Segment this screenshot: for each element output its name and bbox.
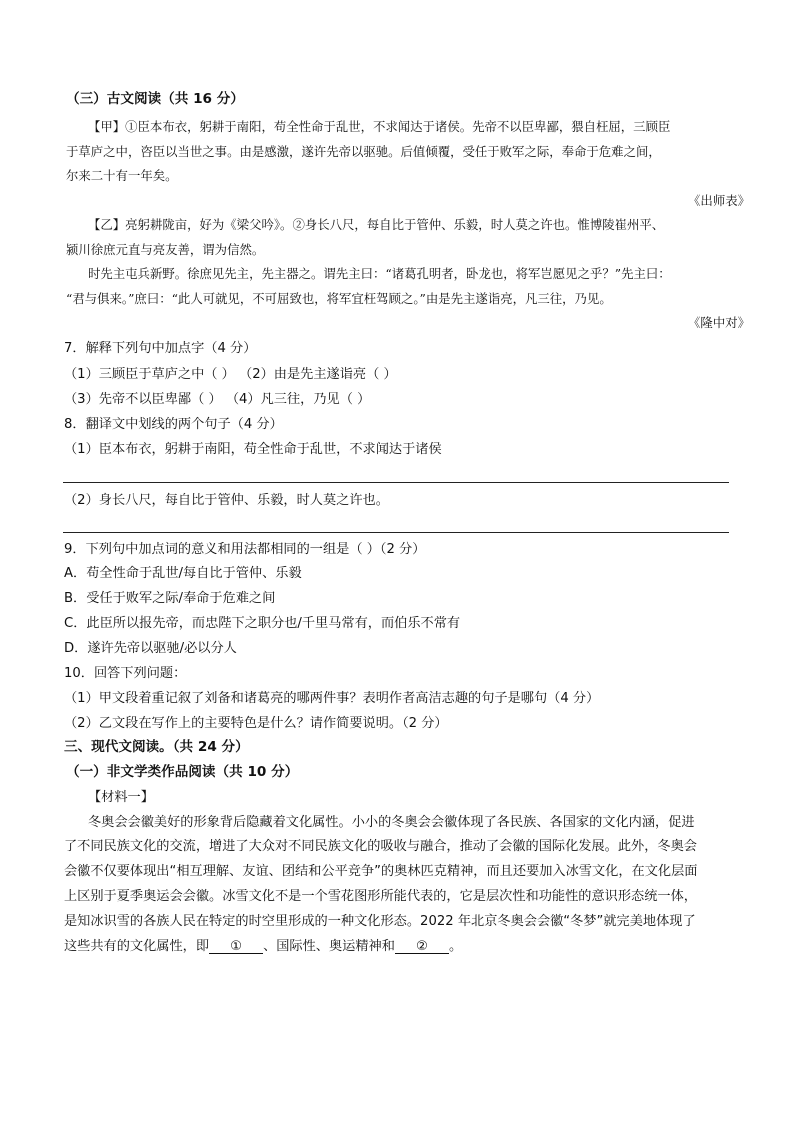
material-line-5: 是知冰识雪的各族人民在特定的时空里形成的一种文化形态。2022 年北京冬奥会会徽“冬梦”就完美地体现了	[64, 914, 696, 929]
q9-option-d: D．遂许先帝以驱驰/必以分人	[64, 641, 237, 656]
subsection-title-nonliterary: （一）非文学类作品阅读（共 10 分）	[66, 764, 299, 780]
q10-stem: 10．回答下列问题：	[64, 666, 187, 681]
fill-blank-1[interactable]: ①	[209, 940, 263, 954]
q9-option-b: B．受任于败军之际/奉命于危难之间	[64, 591, 276, 606]
jia-line-2: 于草庐之中，咨臣以当世之事。由是感激，遂许先帝以驱驰。后值倾覆，受任于败军之际，奉命于危难之间，	[66, 144, 661, 159]
material-line-4: 上区别于夏季奥运会会徽。冰雪文化不是一个雪花图形所能代表的，它是层次性和功能性的意识形态统一体，	[64, 889, 697, 904]
part-title-modern: 三、现代文阅读。（共 24 分）	[64, 739, 249, 755]
q10-sub-2: （2）乙文段在写作上的主要特色是什么？请作简要说明。（2 分）	[64, 716, 448, 731]
q7-stem: 7．解释下列句中加点字（4 分）	[64, 341, 257, 356]
yi-line-2: 颍川徐庶元直与亮友善，谓为信然。	[66, 242, 265, 257]
q9-option-c: C．此臣所以报先帝，而忠陛下之职分也/千里马常有，而伯乐不常有	[64, 616, 461, 631]
q10-sub-1: （1）甲文段着重记叙了刘备和诸葛亮的哪两件事？表明作者高洁志趣的句子是哪句（4 分）	[64, 691, 600, 706]
yi-line-1: 【乙】亮躬耕陇亩，好为《梁父吟》。②身长八尺，每自比于管仲、乐毅，时人莫之许也。惟博陵崔州平、	[88, 217, 665, 232]
material-line-6-end: 。	[448, 939, 463, 954]
fill-blank-2[interactable]: ②	[395, 940, 449, 954]
jia-line-3: 尔来二十有一年矣。	[66, 168, 178, 183]
q9-option-a: A．苟全性命于乱世/每自比于管仲、乐毅	[64, 566, 302, 581]
q8-sentence-1: （1）臣本布衣，躬耕于南阳，苟全性命于乱世，不求闻达于诸侯	[64, 442, 442, 457]
q7-row-1: （1）三顾臣于草庐之中（ ） （2）由是先主遂诣亮（ ）	[64, 367, 397, 382]
jia-source: 《出师表》	[688, 193, 750, 208]
q8-stem: 8．翻译文中划线的两个句子（4 分）	[64, 417, 283, 432]
material-line-6-start: 这些共有的文化属性，即	[64, 939, 210, 954]
material-line-3: 会徽不仅要体现出“相互理解、友谊、团结和公平竞争”的奥林匹克精神，而且还要加入冰雪文化，在文化层面	[64, 864, 698, 879]
q9-stem: 9．下列句中加点词的意义和用法都相同的一组是（ ）（2 分）	[64, 542, 426, 557]
answer-line-1	[63, 482, 729, 483]
yi-source: 《隆中对》	[688, 315, 750, 330]
material-label: 【材料一】	[88, 790, 154, 805]
material-line-6-mid: 、国际性、奥运精神和	[263, 939, 395, 954]
yi-line-3: 时先主屯兵新野。徐庶见先主，先主器之。谓先主曰：“诸葛孔明者，卧龙也，将军岂愿见之乎？”先主曰：	[88, 266, 671, 281]
q8-sentence-2: （2）身长八尺，每自比于管仲、乐毅，时人莫之许也。	[64, 493, 389, 508]
section-title-classical: （三）古文阅读（共 16 分）	[66, 91, 244, 107]
material-line-6	[64, 940, 462, 954]
material-line-1: 冬奥会会徽美好的形象背后隐藏着文化属性。小小的冬奥会会徽体现了各民族、各国家的文化内涵，促进	[88, 815, 695, 830]
answer-line-2	[63, 532, 729, 533]
material-line-2: 了不同民族文化的交流，增进了大众对不同民族文化的吸收与融合，推动了会徽的国际化发展。此外，冬奥会	[64, 839, 697, 854]
yi-line-4: “君与俱来。”庶曰：“此人可就见，不可屈致也，将军宜枉驾顾之。”由是先主遂诣亮，凡三往，乃见。	[66, 291, 612, 306]
jia-line-1: 【甲】①臣本布衣，躬耕于南阳，苟全性命于乱世，不求闻达于诸侯。先帝不以臣卑鄙，猥自枉屈，三顾臣	[88, 119, 671, 134]
q7-row-2: （3）先帝不以臣卑鄙（ ） （4）凡三往，乃见（ ）	[64, 392, 371, 407]
